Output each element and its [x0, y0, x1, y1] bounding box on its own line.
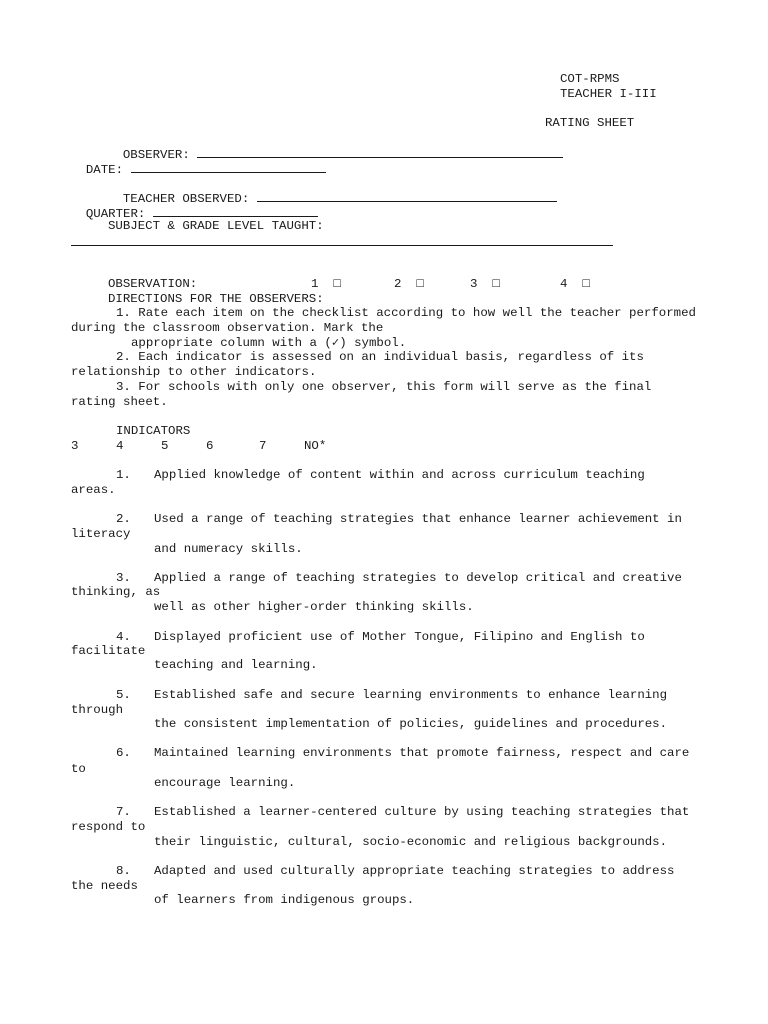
observer-label: OBSERVER:	[122, 148, 190, 162]
observation-option-3[interactable]: 3 □	[470, 277, 500, 291]
teacher-observed-label: TEACHER OBSERVED:	[122, 192, 250, 206]
indicator-text-line-1: Established safe and secure learning environments to enhance learning	[154, 688, 668, 702]
observation-option-2[interactable]: 2 □	[394, 277, 424, 291]
date-blank[interactable]	[131, 161, 326, 173]
indicator-text-line-1: Displayed proficient use of Mother Tongue, Filipino and English to	[154, 630, 645, 644]
indicator-text-line-2: through	[71, 703, 124, 717]
indicator-number: 8.	[116, 864, 131, 878]
indicator-text-line-3: the consistent implementation of policies, guidelines and procedures.	[154, 717, 668, 731]
direction-3-line-2: rating sheet.	[71, 395, 168, 409]
checkbox-icon[interactable]: □	[492, 277, 500, 291]
quarter-field	[71, 190, 318, 222]
column-header-6: 6	[206, 439, 214, 453]
indicator-text-line-3: and numeracy skills.	[154, 542, 303, 556]
indicator-number: 3.	[116, 571, 131, 585]
indicator-text-line-2: thinking, as	[71, 585, 161, 599]
indicator-text-line-2: respond to	[71, 820, 146, 834]
column-header-5: 5	[161, 439, 169, 453]
direction-3-line-1: 3. For schools with only one observer, this form will serve as the final	[116, 380, 652, 394]
indicator-text-line-2: to	[71, 762, 86, 776]
indicator-text-line-1: Adapted and used culturally appropriate teaching strategies to address	[154, 864, 675, 878]
indicator-number: 2.	[116, 512, 131, 526]
indicator-number: 7.	[116, 805, 131, 819]
column-header-no: NO*	[304, 439, 327, 453]
indicator-text-line-2: the needs	[71, 879, 138, 893]
direction-1-line-1: 1. Rate each item on the checklist according to how well the teacher performed	[116, 306, 696, 320]
direction-2-line-1: 2. Each indicator is assessed on an individual basis, regardless of its	[116, 350, 644, 364]
indicator-number: 5.	[116, 688, 131, 702]
date-label: DATE:	[85, 163, 124, 177]
observation-label: OBSERVATION:	[108, 277, 198, 291]
indicator-number: 6.	[116, 746, 131, 760]
date-field	[71, 146, 326, 178]
subject-grade-blank[interactable]	[71, 245, 613, 246]
form-code: COT-RPMS	[560, 72, 620, 86]
indicator-text-line-3: their linguistic, cultural, socio-economic and religious backgrounds.	[154, 835, 668, 849]
direction-2-line-2: relationship to other indicators.	[71, 365, 317, 379]
quarter-label: QUARTER:	[85, 207, 146, 221]
checkbox-icon[interactable]: □	[416, 277, 424, 291]
indicator-text-line-3: of learners from indigenous groups.	[154, 893, 415, 907]
indicator-text-line-1: Applied knowledge of content within and across curriculum teaching	[154, 468, 645, 482]
rating-sheet-title: RATING SHEET	[545, 116, 635, 130]
indicator-number: 4.	[116, 630, 131, 644]
direction-1-line-3: appropriate column with a (✓) symbol.	[131, 336, 407, 350]
indicator-text-line-1: Applied a range of teaching strategies to develop critical and creative	[154, 571, 682, 585]
indicator-text-line-1: Used a range of teaching strategies that enhance learner achievement in	[154, 512, 682, 526]
teacher-level: TEACHER I-III	[560, 87, 657, 101]
checkbox-icon[interactable]: □	[582, 277, 590, 291]
directions-title: DIRECTIONS FOR THE OBSERVERS:	[108, 292, 324, 306]
indicator-number: 1.	[116, 468, 131, 482]
column-header-7: 7	[259, 439, 267, 453]
direction-1-line-2: during the classroom observation. Mark the	[71, 321, 384, 335]
indicator-text-line-2: areas.	[71, 483, 116, 497]
column-header-3: 3	[71, 439, 79, 453]
indicator-text-line-3: encourage learning.	[154, 776, 296, 790]
indicator-text-line-1: Established a learner-centered culture by using teaching strategies that	[154, 805, 690, 819]
indicator-text-line-2: facilitate	[71, 644, 146, 658]
observation-option-1[interactable]: 1 □	[311, 277, 341, 291]
observation-option-4[interactable]: 4 □	[560, 277, 590, 291]
indicator-text-line-1: Maintained learning environments that promote fairness, respect and care	[154, 746, 690, 760]
quarter-blank[interactable]	[153, 205, 318, 217]
indicators-header: INDICATORS	[116, 424, 191, 438]
indicator-text-line-3: teaching and learning.	[154, 658, 318, 672]
indicator-text-line-2: literacy	[71, 527, 131, 541]
indicator-text-line-3: well as other higher-order thinking skills.	[154, 600, 474, 614]
subject-grade-label: SUBJECT & GRADE LEVEL TAUGHT:	[108, 219, 324, 233]
checkbox-icon[interactable]: □	[333, 277, 341, 291]
column-header-4: 4	[116, 439, 124, 453]
